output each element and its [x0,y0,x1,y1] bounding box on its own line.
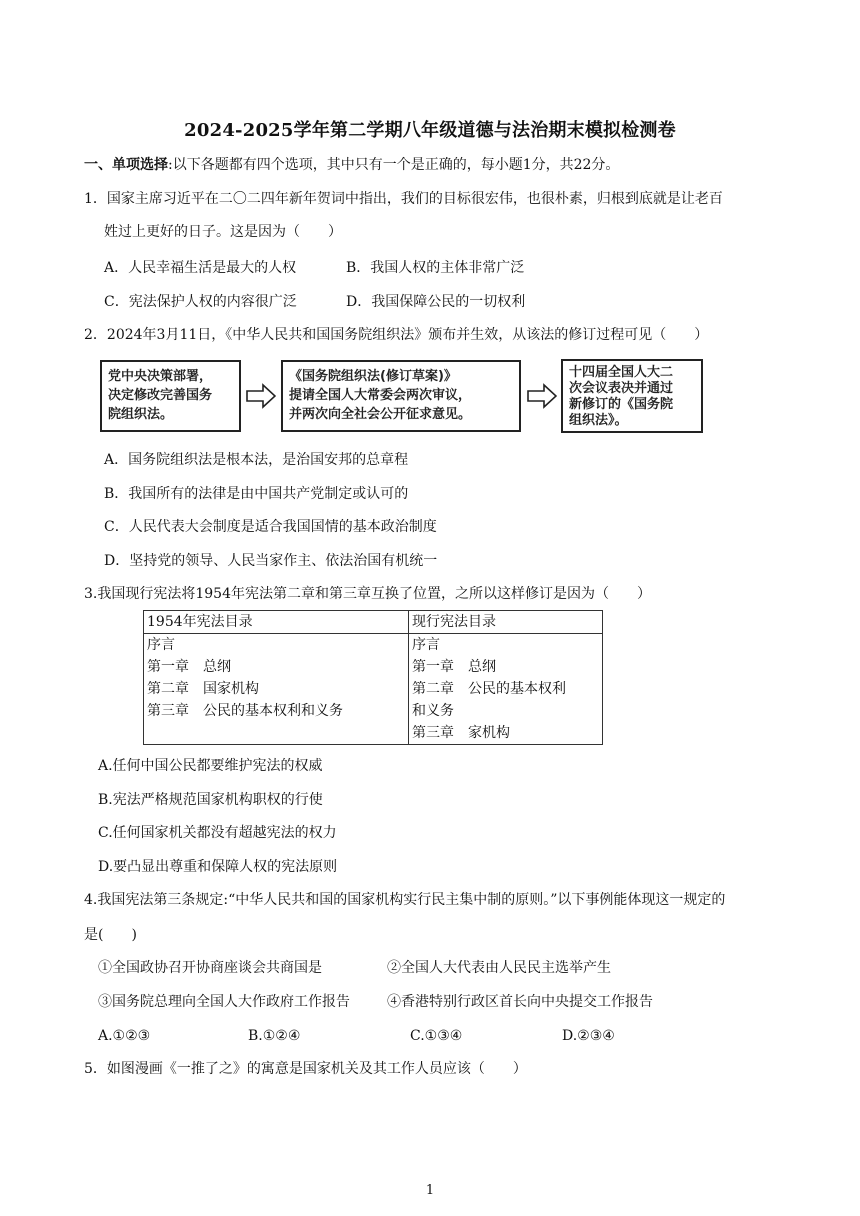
table-cell-line: 第二章 国家机构 [147,681,259,697]
flow-step-2-line: 提请全国人大常委会两次审议， [289,388,472,403]
table-cell-line: 第二章 公民的基本权利 [412,681,566,697]
q5-stem: 5．如图漫画《一推了之》的寓意是国家机关及其工作人员应该（ ） [84,1061,527,1077]
section-heading: 一、单项选择 [84,157,168,173]
q4-item-2: ②全国人大代表由人民民主选举产生 [387,960,611,976]
table-cell-line: 第三章 家机构 [412,725,510,741]
exam-title: 2024-2025学年第二学期八年级道德与法治期末模拟检测卷 [184,120,676,141]
flow-step-1-line: 院组织法。 [108,407,174,422]
table-cell-line: 第一章 总纲 [147,659,231,675]
table-header-current: 现行宪法目录 [409,611,603,634]
q2-option-c: C．人民代表大会制度是适合我国国情的基本政治制度 [104,519,437,535]
q2-option-a: A．国务院组织法是根本法，是治国安邦的总章程 [104,452,409,468]
q1-option-b: B．我国人权的主体非常广泛 [346,260,525,276]
flow-step-1-line: 决定修改完善国务 [108,388,213,403]
q4-item-4: ④香港特别行政区首长向中央提交工作报告 [387,994,653,1010]
q4-item-3: ③国务院总理向全国人大作政府工作报告 [98,994,350,1010]
q2-stem: 2．2024年3月11日，《中华人民共和国国务院组织法》颁布并生效，从该法的修订过程可见（ ） [84,327,709,343]
q3-stem: 3.我国现行宪法将1954年宪法第二章和第三章互换了位置，之所以这样修订是因为（ ） [84,586,651,602]
q4-stem-line1: 4.我国宪法第三条规定:“中华人民共和国的国家机构实行民主集中制的原则。”以下事例能体现这一规定的 [84,892,726,908]
flow-step-3-line: 次会议表决并通过 [569,381,674,396]
flow-arrow-icon [527,383,557,409]
flow-step-3-line: 十四届全国人大二 [569,365,674,380]
q1-option-c: C．宪法保护人权的内容很广泛 [104,294,297,310]
q4-option-c: C.①③④ [410,1028,463,1044]
flow-step-2-line: 《国务院组织法(修订草案)》 [289,369,457,384]
table-cell-current [409,634,603,745]
table-row [144,634,603,745]
q4-option-a: A.①②③ [98,1028,151,1044]
flow-step-1 [100,360,241,432]
table-cell-line: 序言 [412,637,440,653]
flow-arrow-icon [246,383,276,409]
q3-option-a: A.任何中国公民都要维护宪法的权威 [98,758,323,774]
constitution-comparison-table [143,610,603,745]
table-header-row [144,611,603,634]
q3-option-d: D.要凸显出尊重和保障人权的宪法原则 [98,859,338,875]
section-heading-line [84,155,619,175]
q2-flowchart [100,360,710,436]
q1-option-a: A．人民幸福生活是最大的人权 [104,260,297,276]
table-cell-1954 [144,634,409,745]
table-header-1954: 1954年宪法目录 [144,611,409,634]
flow-step-3-line: 组织法》。 [569,413,628,428]
q4-option-b: B.①②④ [248,1028,301,1044]
q1-stem-line1: 1．国家主席习近平在二〇二四年新年贺词中指出，我们的目标很宏伟，也很朴素，归根到底就是让老百 [84,191,723,207]
page-number: 1 [425,1183,435,1198]
q4-option-d: D.②③④ [562,1028,615,1044]
table-cell-line: 序言 [147,637,175,653]
q1-stem-line2: 姓过上更好的日子。这是因为（ ） [104,224,342,240]
flow-step-3 [561,359,703,433]
flow-step-3-line: 新修订的《国务院 [569,397,674,412]
table-cell-line: 第一章 总纲 [412,659,496,675]
q1-option-d: D．我国保障公民的一切权利 [346,294,526,310]
section-instruction: :以下各题都有四个选项，其中只有一个是正确的，每小题1分，共22分。 [168,157,620,173]
q2-option-d: D．坚持党的领导、人民当家作主、依法治国有机统一 [104,553,438,569]
q3-option-c: C.任何国家机关都没有超越宪法的权力 [98,825,337,841]
q3-option-b: B.宪法严格规范国家机构职权的行使 [98,792,323,808]
flow-step-2-line: 并两次向全社会公开征求意见。 [289,407,472,422]
flow-step-1-line: 党中央决策部署， [108,369,213,384]
q4-stem-line2: 是( ) [84,927,137,943]
flow-step-2 [281,360,521,432]
table-cell-line: 和义务 [412,703,454,719]
table-cell-line: 第三章 公民的基本权利和义务 [147,703,343,719]
q4-item-1: ①全国政协召开协商座谈会共商国是 [98,960,322,976]
q2-option-b: B．我国所有的法律是由中国共产党制定或认可的 [104,486,409,502]
